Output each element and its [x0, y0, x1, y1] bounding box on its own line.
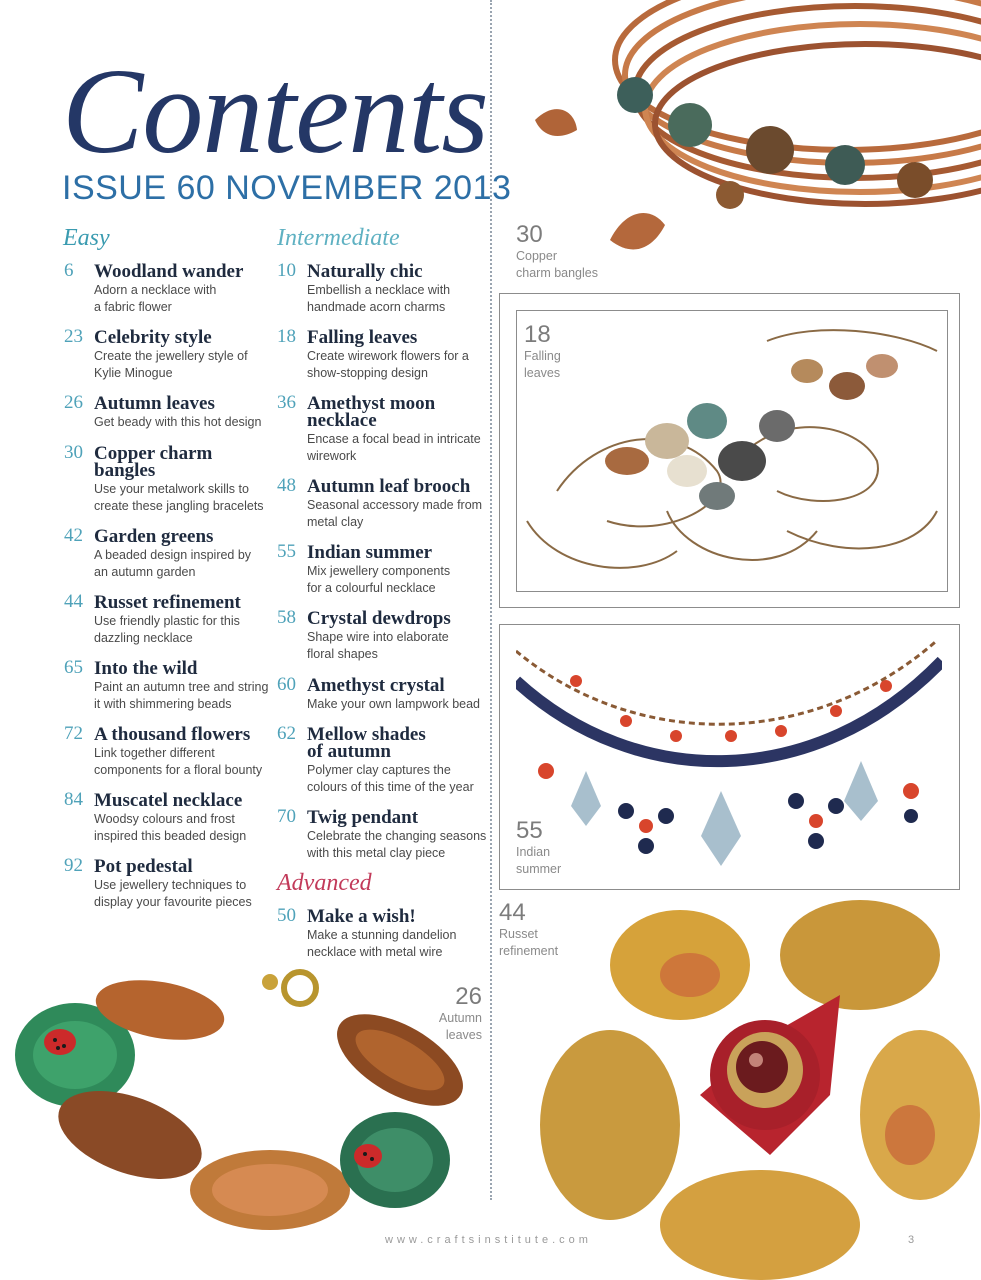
page-number: 70 [277, 806, 296, 827]
entry-desc-line: Make a stunning dandelion [307, 928, 457, 942]
entry-title: Falling leaves [307, 327, 418, 348]
entry-desc-line: Adorn a necklace with [94, 283, 217, 297]
page-number: 62 [277, 723, 296, 744]
caption-number: 30 [516, 221, 543, 248]
list-item[interactable] [64, 657, 284, 713]
entry-title: Twig pendant [307, 807, 419, 828]
photo-indian-summer [516, 641, 942, 873]
page-number: 44 [64, 591, 83, 612]
list-item[interactable] [277, 326, 497, 382]
page-number: 36 [277, 392, 296, 413]
entry-desc-line: colours of this time of the year [307, 780, 474, 794]
caption-line: leaves [445, 1028, 482, 1042]
section-intermediate: Intermediate [277, 225, 400, 251]
entry-desc-line: Polymer clay captures the [307, 763, 451, 777]
entry-desc-line: Paint an autumn tree and string [94, 680, 269, 694]
list-item[interactable] [64, 525, 284, 581]
caption-line: Copper [516, 249, 557, 263]
caption-line: refinement [499, 944, 559, 958]
entry-desc-line: Kylie Minogue [94, 366, 173, 380]
entry-desc-line: floral shapes [307, 647, 378, 661]
caption-line: Falling [524, 349, 561, 363]
entry-desc-line: necklace with metal wire [307, 945, 443, 959]
entry-title: Crystal dewdrops [307, 608, 451, 629]
entry-title: Russet refinement [94, 592, 241, 613]
entry-title: Mellow shades [307, 724, 426, 745]
entry-title: Autumn leaf brooch [307, 476, 471, 497]
caption-line: leaves [524, 366, 561, 380]
entry-desc-line: Make your own lampwork bead [307, 697, 480, 711]
caption-line: Autumn [438, 1011, 482, 1025]
list-item[interactable] [277, 723, 497, 796]
page-number: 42 [64, 525, 83, 546]
list-item[interactable] [64, 442, 284, 515]
autumn-leaves-illustration [0, 960, 485, 1245]
entry-desc-line: Create the jewellery style of [94, 349, 248, 363]
caption-number: 26 [455, 983, 482, 1010]
list-item[interactable] [277, 475, 497, 531]
column-divider [490, 0, 492, 1200]
caption-number: 44 [499, 899, 526, 926]
page-number: 6 [64, 260, 74, 281]
entry-title: Naturally chic [307, 261, 423, 282]
entry-desc-line: wirework [307, 449, 357, 463]
entry-title: Copper charm [94, 443, 213, 464]
entry-title: Muscatel necklace [94, 790, 243, 811]
entry-title-line2: necklace [307, 410, 377, 431]
page-number: 48 [277, 475, 296, 496]
entry-desc-line: show-stopping design [307, 366, 428, 380]
entry-desc-line: A beaded design inspired by [94, 548, 252, 562]
entry-title: Into the wild [94, 658, 198, 679]
photo-russet-refinement [540, 895, 981, 1280]
entry-title: Garden greens [94, 526, 214, 547]
entry-desc-line: Get beady with this hot design [94, 415, 262, 429]
list-item[interactable] [277, 392, 497, 465]
entry-title: Make a wish! [307, 906, 416, 927]
page-number: 58 [277, 607, 296, 628]
caption-number: 55 [516, 817, 543, 844]
russet-flower-illustration [540, 895, 981, 1280]
page-number: 55 [277, 541, 296, 562]
page-title: Contents [62, 44, 488, 179]
entry-desc-line: Use jewellery techniques to [94, 878, 247, 892]
footer-url[interactable]: www.craftsinstitute.com [385, 1234, 592, 1246]
page-number: 72 [64, 723, 83, 744]
entry-title: Woodland wander [94, 261, 244, 282]
caption-copper [516, 222, 598, 282]
entry-desc-line: display your favourite pieces [94, 895, 252, 909]
caption-falling [524, 322, 561, 382]
section-advanced: Advanced [277, 870, 372, 896]
entry-title: Amethyst moon [307, 393, 436, 414]
list-item[interactable] [277, 260, 497, 316]
caption-line: charm bangles [516, 266, 598, 280]
entry-title: Pot pedestal [94, 856, 193, 877]
caption-line: Russet [499, 927, 538, 941]
caption-indian [516, 818, 561, 878]
entry-title: Celebrity style [94, 327, 212, 348]
entry-desc-line: Mix jewellery components [307, 564, 451, 578]
section-easy: Easy [63, 225, 110, 251]
page-number: 50 [277, 905, 296, 926]
list-item[interactable] [64, 855, 284, 911]
page-number: 92 [64, 855, 83, 876]
entry-desc-line: inspired this beaded design [94, 829, 247, 843]
page-number: 26 [64, 392, 83, 413]
photo-falling-leaves [516, 310, 948, 592]
caption-line: Indian [516, 845, 551, 859]
entry-desc-line: Shape wire into elaborate [307, 630, 449, 644]
entry-desc-line: Use friendly plastic for this [94, 614, 240, 628]
page-number: 23 [64, 326, 83, 347]
falling-leaves-illustration [517, 311, 947, 591]
indian-summer-illustration [516, 641, 942, 873]
entry-desc-line: an autumn garden [94, 565, 196, 579]
page-number: 30 [64, 442, 83, 463]
page-number: 10 [277, 260, 296, 281]
entry-title-line2: bangles [94, 460, 156, 481]
entry-title-line2: of autumn [307, 741, 391, 762]
list-item[interactable] [277, 541, 497, 597]
entry-desc-line: Create wirework flowers for a [307, 349, 469, 363]
list-item[interactable] [64, 723, 284, 779]
entry-desc-line: for a colourful necklace [307, 581, 436, 595]
list-item[interactable] [277, 905, 497, 961]
caption-russet [499, 900, 558, 960]
list-item[interactable] [277, 607, 497, 663]
entry-desc-line: Seasonal accessory made from [307, 498, 483, 512]
list-item[interactable] [277, 806, 497, 862]
entry-title: Indian summer [307, 542, 433, 563]
list-item[interactable] [277, 674, 497, 713]
issue-line: ISSUE 60 NOVEMBER 2013 [62, 169, 512, 207]
entry-title: Autumn leaves [94, 393, 215, 414]
entry-desc-line: a fabric flower [94, 300, 172, 314]
caption-autumn [430, 984, 482, 1044]
list-item[interactable] [64, 392, 284, 431]
entry-desc-line: Use your metalwork skills to [94, 482, 249, 496]
entry-title: Amethyst crystal [307, 675, 445, 696]
entry-desc-line: Encase a focal bead in intricate [307, 432, 481, 446]
entry-title: A thousand flowers [94, 724, 251, 745]
list-item[interactable] [64, 326, 284, 382]
entry-desc-line: handmade acorn charms [307, 300, 446, 314]
entry-desc-line: Celebrate the changing seasons [307, 829, 487, 843]
page-number: 84 [64, 789, 83, 810]
entry-desc-line: Link together different [94, 746, 215, 760]
list-item[interactable] [64, 789, 284, 845]
entry-desc-line: it with shimmering beads [94, 697, 232, 711]
caption-number: 18 [524, 321, 551, 348]
page-number: 18 [277, 326, 296, 347]
entry-desc-line: metal clay [307, 515, 364, 529]
entry-desc-line: create these jangling bracelets [94, 499, 264, 513]
entry-desc-line: Embellish a necklace with [307, 283, 451, 297]
entry-desc-line: Woodsy colours and frost [94, 812, 235, 826]
entry-desc-line: components for a floral bounty [94, 763, 263, 777]
caption-line: summer [516, 862, 562, 876]
page-number-footer: 3 [908, 1234, 915, 1246]
entry-desc-line: with this metal clay piece [307, 846, 446, 860]
photo-autumn-leaves [0, 960, 485, 1245]
list-item[interactable] [64, 260, 284, 316]
entry-desc-line: dazzling necklace [94, 631, 193, 645]
list-item[interactable] [64, 591, 284, 647]
page-number: 60 [277, 674, 296, 695]
page-number: 65 [64, 657, 83, 678]
